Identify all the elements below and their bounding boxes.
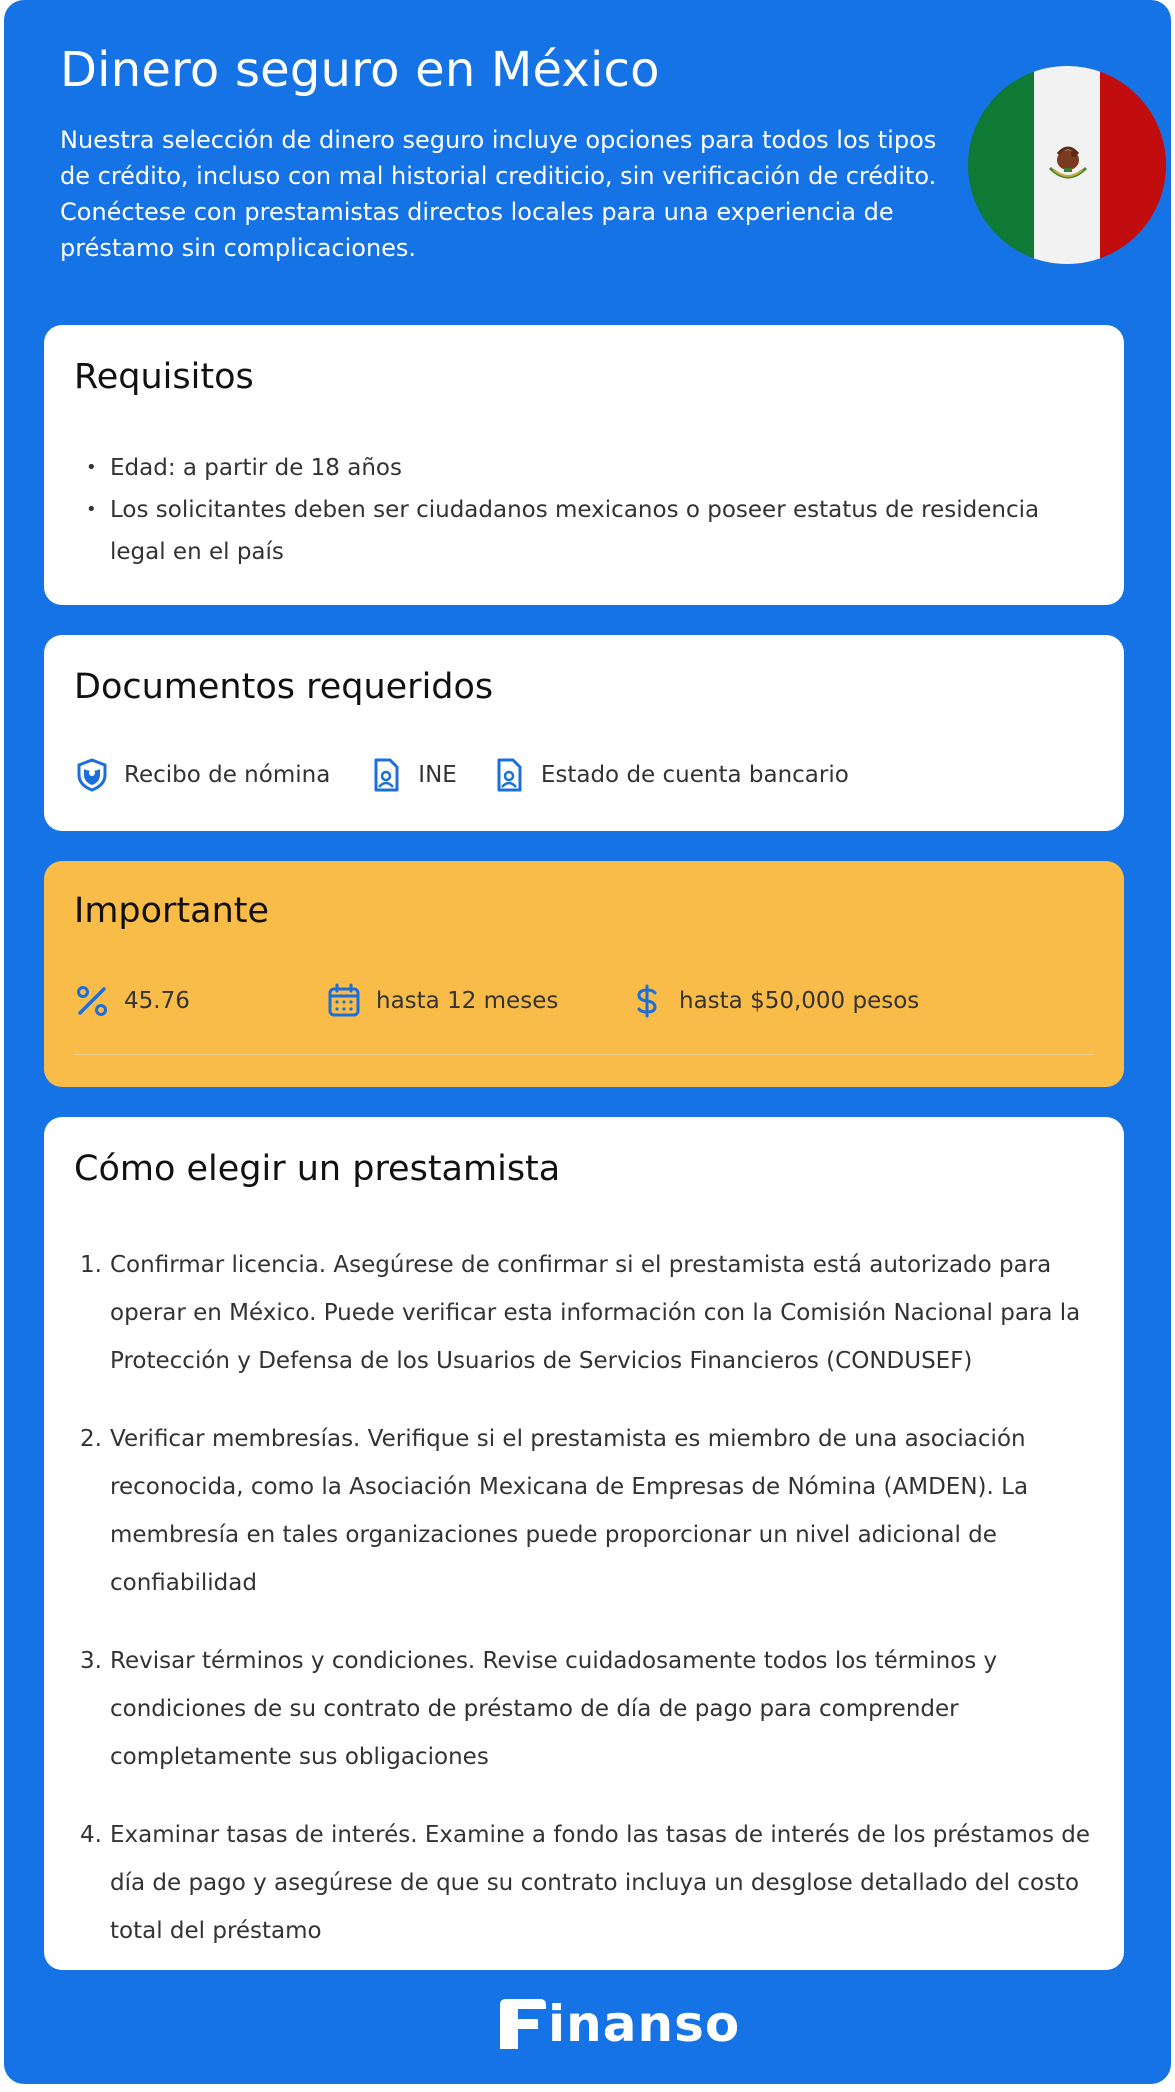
list-item: 4. Examinar tasas de interés. Examine a fondo las tasas de interés de los préstamos de día de pago y asegúrese de que su contrato incluya un desglose detallado del costo total del préstamo — [80, 1822, 1091, 1944]
page-frame — [4, 0, 1171, 2084]
divider — [74, 1054, 1094, 1055]
dollar-icon — [629, 983, 665, 1019]
important-card — [44, 861, 1124, 1087]
id-document-icon — [368, 757, 404, 793]
page-title: Dinero seguro en México — [60, 42, 660, 98]
mexico-flag-icon — [968, 66, 1166, 264]
interest-rate — [74, 983, 326, 1019]
documents-card — [44, 635, 1124, 831]
finanso-logo-icon — [500, 1999, 546, 2049]
step-text: Verificar membresías. Verifique si el prestamista es miembro de una asociación reconocida, como la Asociación Mexicana de Empresas de Nómina (AMDEN). La membresía en tales organizaciones puede proporcionar un nivel adicional de confiabilidad — [110, 1426, 1029, 1596]
list-item: 3. Revisar términos y condiciones. Revise cuidadosamente todos los términos y condiciones de su contrato de préstamo de día de pago para comprender completamente sus obligaciones — [80, 1648, 998, 1770]
id-document-icon — [491, 757, 527, 793]
step-text: Confirmar licencia. Asegúrese de confirmar si el prestamista está autorizado para operar en México. Puede verificar esta información con la Comisión Nacional para la Protección y Defensa de los Usuarios de Servicios Financieros (CONDUSEF) — [110, 1252, 1081, 1374]
requirements-card — [44, 325, 1124, 605]
important-facts — [74, 983, 919, 1019]
list-item: 1. Confirmar licencia. Asegúrese de confirmar si el prestamista está autorizado para operar en México. Puede verificar esta información con la Comisión Nacional para la Protección y Defensa de los Usuarios de Servicios Financieros (CONDUSEF) — [80, 1252, 1081, 1374]
loan-term — [326, 983, 629, 1019]
hero-description: Nuestra selección de dinero seguro incluye opciones para todos los tipos de crédito, incluso con mal historial crediticio, sin verificación de crédito. Conéctese con prestamistas directos locales para una experiencia de préstamo sin complicaciones. — [60, 126, 937, 262]
lender-card — [44, 1117, 1124, 1970]
list-item: 2. Verificar membresías. Verifique si el prestamista es miembro de una asociación reconocida, como la Asociación Mexicana de Empresas de Nómina (AMDEN). La membresía en tales organizaciones puede proporcionar un nivel adicional de confiabilidad — [80, 1426, 1029, 1596]
documents-title: Documentos requeridos — [74, 667, 494, 707]
interest-rate-value: 45.76 — [124, 988, 190, 1014]
percent-icon — [74, 983, 110, 1019]
document-label: INE — [418, 762, 457, 788]
calendar-icon — [326, 983, 362, 1019]
lender-title: Cómo elegir un prestamista — [74, 1149, 561, 1189]
step-text: Examinar tasas de interés. Examine a fondo las tasas de interés de los préstamos de día de pago y asegúrese de que su contrato incluya un desglose detallado del costo total del préstamo — [110, 1822, 1091, 1944]
document-label: Recibo de nómina — [124, 762, 331, 788]
list-item: • Los solicitantes deben ser ciudadanos mexicanos o poseer estatus de residencia legal en el país — [110, 489, 1100, 573]
brand-logo — [500, 1995, 741, 2053]
requirements-list — [110, 447, 1100, 573]
document-item — [491, 757, 849, 793]
list-item: • Edad: a partir de 18 años — [110, 447, 1100, 489]
document-label: Estado de cuenta bancario — [540, 762, 849, 788]
document-item — [74, 757, 330, 793]
eagle-emblem-icon — [1040, 134, 1096, 190]
important-title: Importante — [74, 891, 270, 931]
loan-amount-value: hasta $50,000 pesos — [679, 988, 920, 1014]
shield-icon — [74, 757, 110, 793]
brand-name: inanso — [548, 1995, 741, 2053]
documents-list — [74, 757, 849, 793]
loan-term-value: hasta 12 meses — [376, 988, 559, 1014]
loan-amount — [629, 983, 919, 1019]
step-text: Revisar términos y condiciones. Revise cuidadosamente todos los términos y condiciones de su contrato de préstamo de día de pago para comprender completamente sus obligaciones — [110, 1648, 998, 1770]
requirements-title: Requisitos — [74, 357, 254, 397]
lender-steps — [80, 1241, 1110, 1985]
document-item — [368, 757, 457, 793]
